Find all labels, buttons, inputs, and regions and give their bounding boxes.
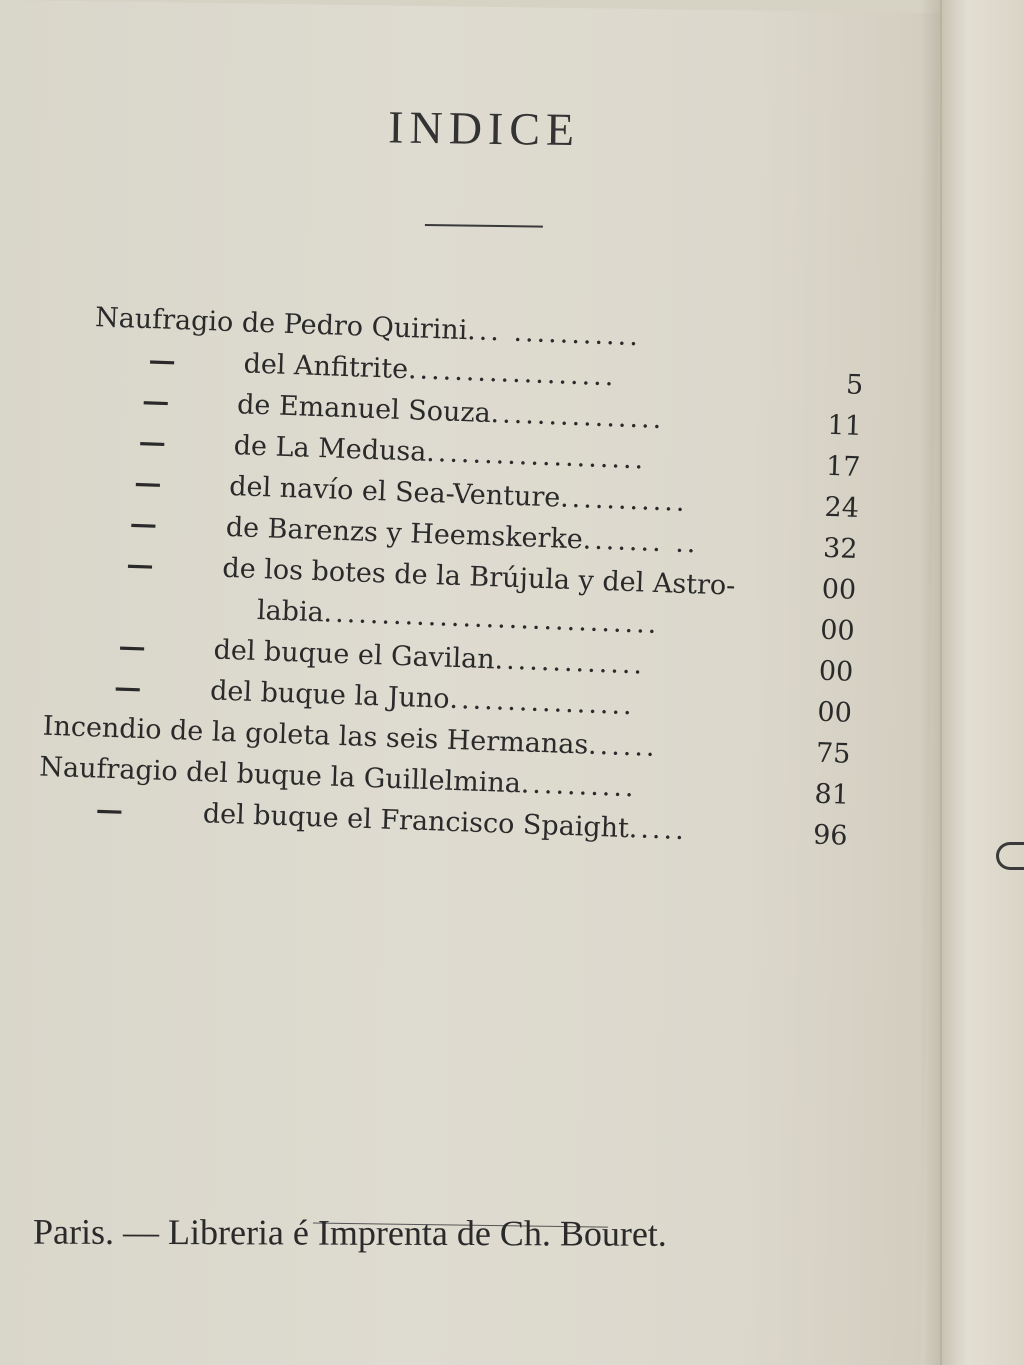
page-title: INDICE	[387, 101, 581, 156]
entry-page: 32	[822, 532, 859, 565]
entry-leader: ..........	[520, 768, 638, 804]
entry-page: 75	[815, 737, 851, 770]
entry-dash: —	[113, 672, 142, 705]
entry-title: del buque la Juno................	[209, 675, 636, 722]
entry-title: de Barenzs y Heemskerke....... ..	[225, 511, 700, 560]
entry-page: 81	[814, 778, 850, 811]
entry-page: 24	[824, 491, 860, 524]
entry-page: 00	[818, 655, 854, 688]
title-rule	[425, 224, 543, 228]
entry-dash: —	[125, 549, 155, 582]
entry-leader: ....... ..	[582, 524, 700, 560]
entry-title: Naufragio de Pedro Quirini... ...........	[94, 302, 642, 353]
entry-title: del Anfitrite..................	[243, 348, 618, 393]
entry-title: de los botes de la Brújula y del Astro-	[221, 552, 736, 602]
entry-dash: —	[133, 467, 162, 500]
entry-page: 96	[812, 819, 849, 852]
page-edge	[940, 0, 1024, 1365]
table-of-contents	[37, 296, 885, 858]
clip-shape	[996, 842, 1024, 870]
entry-dash: —	[141, 385, 170, 418]
entry-page: 17	[825, 450, 861, 483]
entry-title: Incendio de la goleta las seis Hermanas......	[42, 710, 659, 764]
entry-page: 00	[819, 614, 856, 647]
entry-page: 11	[826, 409, 863, 443]
entry-leader: ...........	[559, 482, 689, 518]
entry-title: del buque el Francisco Spaight.....	[202, 798, 688, 847]
entry-title: de La Medusa...................	[233, 430, 647, 476]
entry-leader: ................	[449, 683, 636, 722]
entry-dash: —	[118, 631, 147, 664]
entry-leader: .....	[628, 813, 688, 847]
entry-leader: ... ...........	[466, 315, 642, 353]
entry-dash: —	[138, 426, 167, 459]
entry-title: Naufragio del buque la Guillelmina..........	[38, 751, 638, 804]
entry-leader: ......	[587, 729, 659, 764]
imprint-footer: Paris. — Libreria é Imprenta de Ch. Bouret.	[32, 1211, 667, 1254]
entry-title: del navío el Sea-Venture...........	[228, 470, 689, 518]
entry-dash: —	[148, 345, 177, 378]
entry-leader: ...................	[425, 436, 647, 476]
entry-title: labia.............................	[256, 595, 660, 641]
entry-dash: —	[95, 794, 124, 827]
entry-dash: —	[129, 508, 158, 541]
entry-title: del buque el Gavilan.............	[213, 634, 646, 681]
entry-leader: ...............	[490, 398, 665, 436]
entry-page: 5	[845, 369, 864, 402]
entry-leader: .............	[494, 644, 646, 681]
entry-leader: ..................	[407, 354, 618, 393]
entry-page: 00	[821, 573, 857, 606]
entry-leader: .............................	[323, 597, 660, 641]
entry-page: 00	[816, 696, 853, 729]
entry-title: de Emanuel Souza...............	[236, 389, 665, 436]
